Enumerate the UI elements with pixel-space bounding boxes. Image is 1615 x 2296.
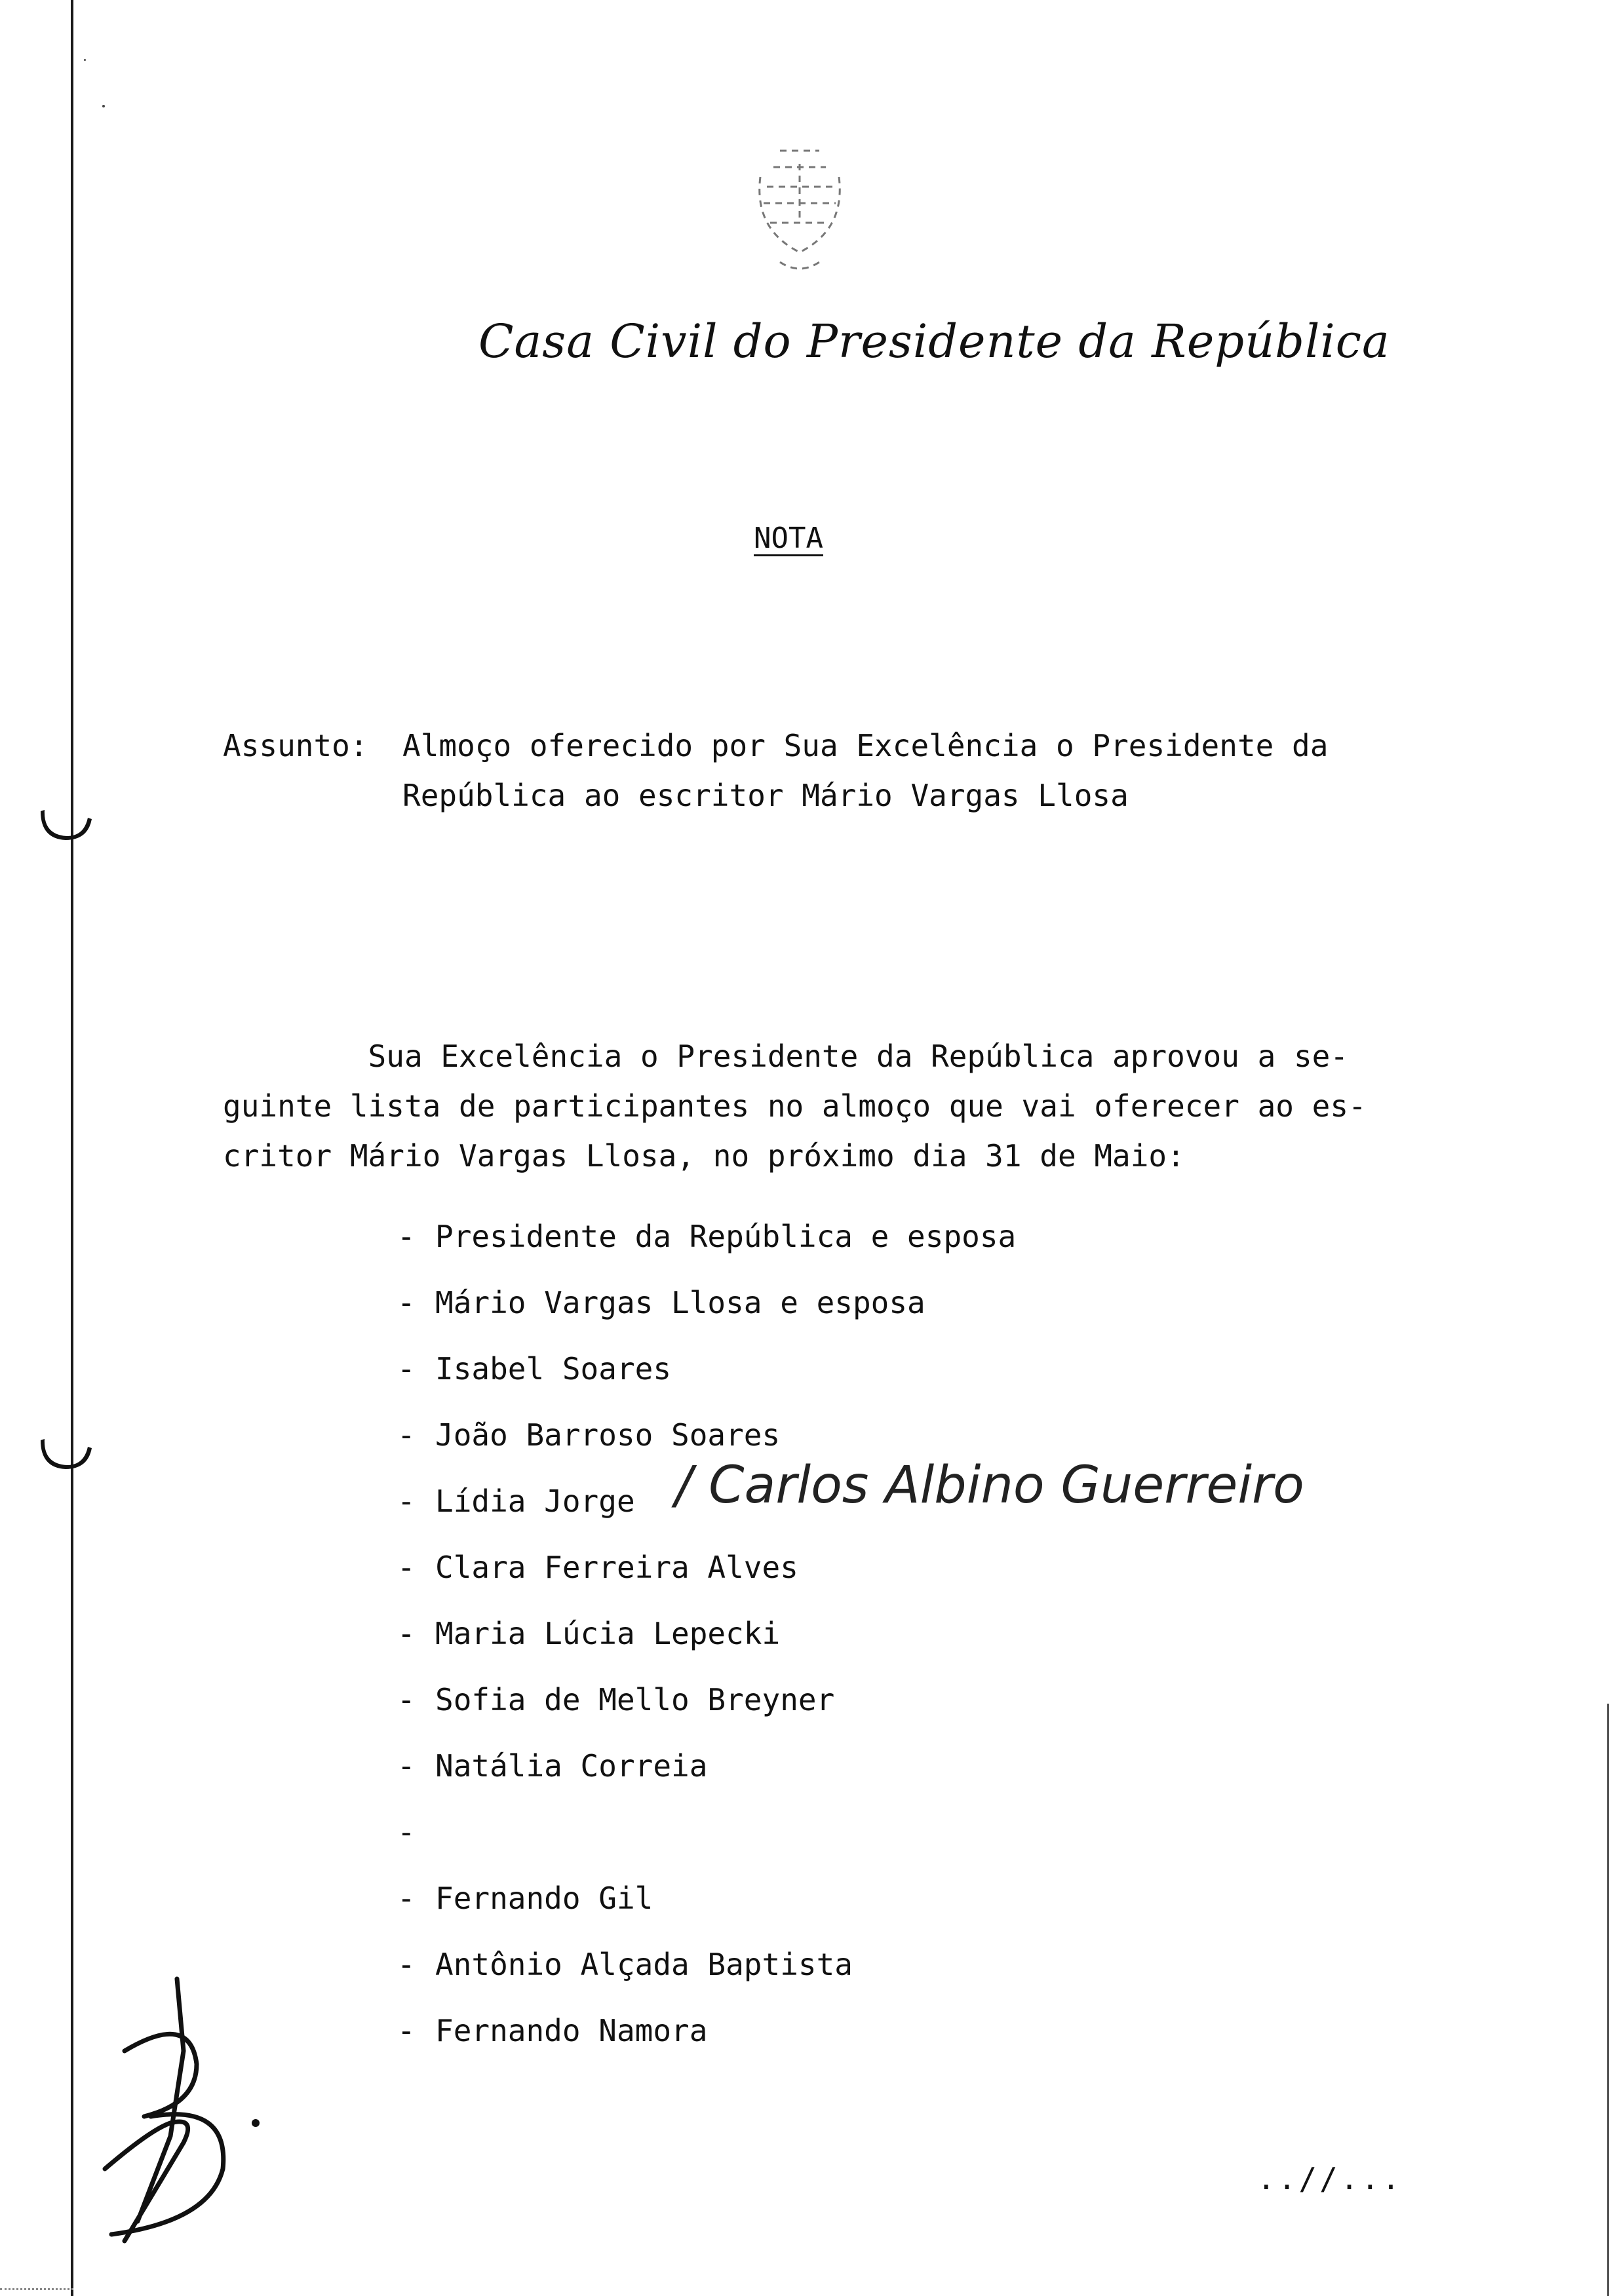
margin-line: [71, 0, 73, 2296]
list-dash: -: [397, 1814, 416, 1850]
participant-name: João Barroso Soares: [435, 1417, 781, 1453]
list-dash: -: [397, 2013, 416, 2048]
speck: [102, 105, 105, 107]
list-item: [397, 1346, 1016, 1412]
list-item: [397, 1280, 1016, 1346]
list-item: [397, 1214, 1016, 1280]
list-dash: -: [397, 1550, 416, 1585]
body-line: guinte lista de participantes no almoço que vai oferecer ao es-: [223, 1088, 1367, 1124]
list-dash: -: [397, 1483, 416, 1519]
list-item: [397, 1942, 1016, 2008]
list-dash: -: [397, 1417, 416, 1453]
list-dash: -: [397, 1616, 416, 1651]
list-dash: -: [397, 1682, 416, 1717]
subject-label: Assunto:: [223, 728, 368, 763]
list-dash: -: [397, 1947, 416, 1982]
body-line: critor Mário Vargas Llosa, no próximo dia 31 de Maio:: [223, 1138, 1185, 1174]
list-item: [397, 2008, 1016, 2074]
participant-list: [397, 1214, 1016, 2074]
letterhead-title: Casa Civil do Presidente da República: [478, 315, 1390, 368]
participant-name: Sofia de Mello Breyner: [435, 1682, 835, 1717]
subject-line-1: Almoço oferecido por Sua Excelência o Presidente da: [402, 728, 1329, 763]
speck: [84, 59, 86, 61]
document-heading: NOTA: [754, 522, 823, 555]
participant-name: Antônio Alçada Baptista: [435, 1947, 853, 1982]
right-edge-line: [1607, 1704, 1609, 2296]
bottom-dotted-edge: [0, 2288, 73, 2290]
body-paragraph: [223, 1031, 1455, 1181]
body-line: Sua Excelência o Presidente da República aprovou a se-: [223, 1039, 1349, 1074]
continuation-marker: ..//...: [1257, 2161, 1403, 2196]
list-item: [397, 1809, 1016, 1875]
participant-name: Mário Vargas Llosa e esposa: [435, 1285, 925, 1320]
list-dash: -: [397, 1748, 416, 1784]
punch-hole-mark: [41, 1434, 93, 1469]
participant-name: Fernando Namora: [435, 2013, 708, 2048]
participant-name: Maria Lúcia Lepecki: [435, 1616, 781, 1651]
list-dash: -: [397, 1351, 416, 1387]
participant-name: Lídia Jorge: [435, 1483, 635, 1519]
participant-name: Presidente da República e esposa: [435, 1219, 1017, 1254]
list-dash: -: [397, 1881, 416, 1916]
list-item: [397, 1677, 1016, 1743]
list-dash: -: [397, 1219, 416, 1254]
list-item: [397, 1743, 1016, 1809]
list-dash: -: [397, 1285, 416, 1320]
punch-hole-mark: [41, 805, 93, 840]
list-item: [397, 1611, 1016, 1677]
participant-name: Isabel Soares: [435, 1351, 672, 1387]
subject-line-2: República ao escritor Mário Vargas Llosa: [402, 778, 1129, 813]
signature-initials: [98, 1972, 288, 2248]
list-item: [397, 1544, 1016, 1611]
subject-block: [223, 721, 1468, 820]
list-item: [397, 1875, 1016, 1942]
participant-name: Clara Ferreira Alves: [435, 1550, 798, 1585]
participant-name: Fernando Gil: [435, 1881, 653, 1916]
participant-name: Natália Correia: [435, 1748, 708, 1784]
coat-of-arms-icon: [734, 138, 865, 288]
handwritten-addition: / Carlos Albino Guerreiro: [675, 1456, 1304, 1515]
